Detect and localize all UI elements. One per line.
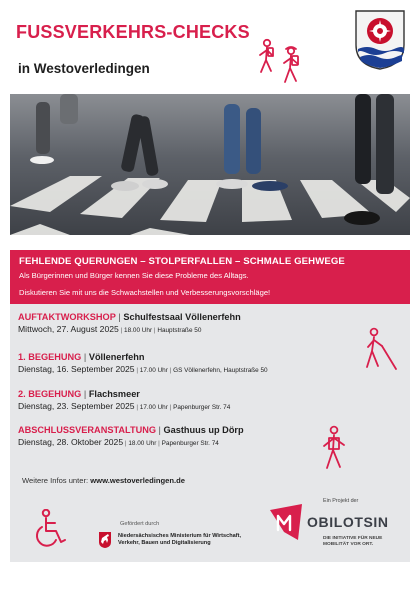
project-label: Ein Projekt der (323, 498, 359, 504)
event-kickoff: AUFTAKTWORKSHOP | Schulfestsaal Völlenerfehn Mittwoch, 27. August 2025 | 18.00 Uhr | Hauptstraße 50 (18, 312, 241, 334)
event-place: Papenburger Str. 74 (161, 440, 219, 447)
event-label: ABSCHLUSSVERANSTALTUNG (18, 425, 156, 435)
event-time: 17.00 Uhr (139, 404, 168, 411)
banner-text-1: Als Bürgerinnen und Bürger kennen Sie diese Probleme des Alltags. (19, 271, 249, 280)
mobilotsin-logo-icon (268, 502, 304, 544)
blind-pedestrian-icon (360, 327, 400, 371)
event-location: Schulfestsaal Völlenerfehn (123, 312, 241, 322)
event-closing: ABSCHLUSSVERANSTALTUNG | Gasthuus up Dörp Dienstag, 28. Oktober 2025 | 18.00 Uhr | Papenburger Str. 74 (18, 425, 244, 447)
event-time: 17.00 Uhr (139, 367, 168, 374)
municipal-crest-icon (354, 9, 406, 71)
event-walk-1: 1. BEGEHUNG | Völlenerfehn Dienstag, 16. September 2025 | 17.00 Uhr | GS Völlenerfehn, Hauptstraße 50 (18, 352, 268, 374)
wheelchair-icon (34, 509, 68, 549)
event-label: AUFTAKTWORKSHOP (18, 312, 116, 322)
event-location: Gasthuus up Dörp (163, 425, 244, 435)
funded-by-label: Gefördert durch (120, 521, 160, 527)
event-location: Flachsmeer (88, 389, 140, 399)
event-place: GS Völlenerfehn, Hauptstraße 50 (173, 367, 268, 374)
tagline-line-2: MOBILITÄT VOR ORT. (323, 542, 374, 547)
event-time: 18.00 Uhr (128, 440, 157, 447)
event-label: 1. BEGEHUNG (18, 352, 82, 362)
page-title: FUSSVERKEHRS-CHECKS (16, 22, 250, 42)
event-date: Dienstag, 23. September 2025 (18, 401, 135, 411)
info-prefix: Weitere Infos unter: (22, 476, 89, 485)
banner-headline: FEHLENDE QUERUNGEN – STOLPERFALLEN – SCHMALE GEHWEGE (19, 256, 345, 267)
mobilotsin-wordmark: OBILOTSIN (307, 514, 389, 530)
event-date: Dienstag, 16. September 2025 (18, 364, 135, 374)
mobilotsin-tagline (323, 536, 382, 548)
event-date: Mittwoch, 27. August 2025 (18, 324, 119, 334)
event-location: Völlenerfehn (88, 352, 145, 362)
problem-banner (10, 250, 410, 304)
event-walk-2: 2. BEGEHUNG | Flachsmeer Dienstag, 23. September 2025 | 17.00 Uhr | Papenburger Str. 74 (18, 389, 231, 411)
ministry-line-1: Niedersächsisches Ministerium für Wirtschaft, (118, 533, 242, 539)
tagline-line-1: DIE INITIATIVE FÜR NEUE (323, 536, 383, 541)
event-place: Hauptstraße 50 (157, 327, 202, 334)
hikers-icon (255, 38, 307, 88)
lower-saxony-horse-icon (98, 531, 112, 549)
event-place: Papenburger Str. 74 (173, 404, 231, 411)
walking-person-icon (316, 425, 352, 471)
ministry-line-2: Verkehr, Bauen und Digitalisierung (118, 540, 211, 546)
banner-text-2: Diskutieren Sie mit uns die Schwachstellen und Verbesserungsvorschläge! (19, 288, 271, 297)
event-time: 18.00 Uhr (124, 327, 153, 334)
event-date: Dienstag, 28. Oktober 2025 (18, 437, 124, 447)
info-link[interactable]: www.westoverledingen.de (90, 476, 185, 485)
page-subtitle: in Westoverledingen (18, 61, 150, 76)
street-crossing-photo (10, 94, 410, 235)
ministry-name (118, 533, 241, 547)
event-label: 2. BEGEHUNG (18, 389, 82, 399)
more-info (22, 476, 185, 485)
